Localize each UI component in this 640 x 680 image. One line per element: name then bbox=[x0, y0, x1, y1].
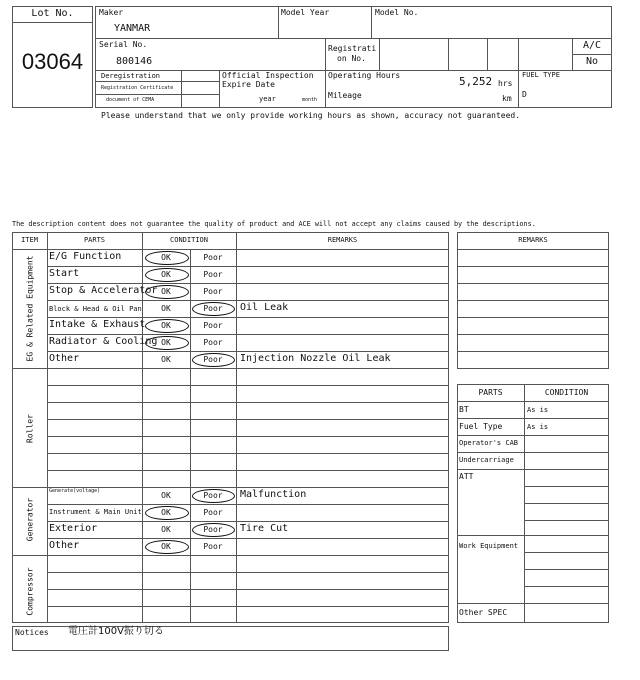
divider bbox=[12, 249, 449, 250]
side-part-undercarriage: Undercarriage bbox=[459, 456, 514, 464]
side-condition-fuel-type: As is bbox=[527, 423, 549, 431]
hours-disclaimer: Please understand that we only provide working hours as shown, accuracy not guaranteed. bbox=[101, 111, 521, 120]
selected-ok-circle bbox=[145, 336, 189, 350]
side-part-att: ATT bbox=[459, 472, 474, 481]
selected-ok-circle bbox=[145, 319, 189, 333]
condition-poor[interactable]: Poor bbox=[203, 355, 223, 364]
condition-poor[interactable]: Poor bbox=[203, 542, 223, 551]
divider bbox=[457, 469, 609, 470]
condition-ok[interactable]: OK bbox=[161, 525, 171, 534]
divider bbox=[47, 300, 449, 301]
divider bbox=[47, 232, 48, 623]
operating-hours-value: 5,252 bbox=[459, 75, 493, 88]
divider bbox=[487, 38, 488, 70]
condition-poor[interactable]: Poor bbox=[203, 304, 223, 313]
divider bbox=[524, 486, 609, 487]
condition-poor[interactable]: Poor bbox=[203, 253, 223, 262]
divider bbox=[181, 70, 182, 108]
year-label: year bbox=[259, 95, 276, 103]
divider bbox=[457, 317, 609, 318]
divider bbox=[371, 6, 372, 38]
divider bbox=[524, 520, 609, 521]
divider bbox=[47, 453, 449, 454]
selected-poor-circle bbox=[192, 523, 235, 537]
part-name: Other bbox=[49, 540, 80, 551]
divider bbox=[47, 470, 449, 471]
part-name: Stop & Accelerator bbox=[49, 285, 158, 296]
model-year-label: Model Year bbox=[281, 8, 330, 17]
divider bbox=[47, 436, 449, 437]
divider bbox=[47, 266, 449, 267]
notices-value: 電圧計100V振り切る bbox=[68, 626, 164, 637]
remark-text: Tire Cut bbox=[240, 523, 289, 534]
side-part-other-spec: Other SPEC bbox=[459, 608, 508, 617]
part-name: E/G Function bbox=[49, 251, 122, 262]
ac-label: A/C bbox=[582, 40, 602, 51]
lot-label: Lot No. bbox=[31, 8, 74, 19]
serial-label: Serial No. bbox=[99, 40, 148, 49]
condition-ok[interactable]: OK bbox=[161, 304, 171, 313]
inspection-label: Official Inspection bbox=[222, 71, 314, 80]
divider bbox=[95, 81, 219, 82]
divider bbox=[457, 283, 609, 284]
divider bbox=[47, 402, 449, 403]
divider bbox=[457, 418, 609, 419]
condition-poor[interactable]: Poor bbox=[203, 525, 223, 534]
divider bbox=[457, 249, 609, 250]
part-name: Instrument & Main Unit bbox=[49, 508, 142, 516]
remark-text: Malfunction bbox=[240, 489, 307, 500]
side-condition-header: CONDITION bbox=[544, 388, 589, 397]
selected-ok-circle bbox=[145, 540, 189, 554]
divider bbox=[47, 538, 449, 539]
divider bbox=[457, 535, 609, 536]
divider bbox=[457, 266, 609, 267]
divider bbox=[448, 38, 449, 70]
condition-poor[interactable]: Poor bbox=[203, 287, 223, 296]
divider bbox=[518, 38, 519, 108]
divider bbox=[524, 552, 609, 553]
divider bbox=[457, 435, 609, 436]
fuel-type-label: FUEL TYPE bbox=[522, 71, 560, 79]
divider bbox=[12, 22, 93, 23]
part-name: Start bbox=[49, 268, 80, 279]
divider bbox=[219, 70, 220, 108]
part-name: Generate(voltage) bbox=[49, 488, 101, 494]
ac-value: No bbox=[585, 56, 599, 67]
inspection-label-2: Expire Date bbox=[222, 80, 275, 89]
part-name: Radiator & Cooling bbox=[49, 336, 158, 347]
selected-ok-circle bbox=[145, 251, 189, 265]
side-remarks-header: REMARKS bbox=[518, 236, 548, 244]
side-part-bt: BT bbox=[459, 405, 469, 414]
divider bbox=[572, 54, 612, 55]
operating-hours-label: Operating Hours bbox=[328, 71, 401, 80]
divider bbox=[457, 452, 609, 453]
registration-certificate-label: Registration Certificate bbox=[101, 85, 174, 91]
remark-text: Injection Nozzle Oil Leak bbox=[240, 353, 391, 364]
selected-ok-circle bbox=[145, 268, 189, 282]
condition-ok[interactable]: OK bbox=[161, 270, 171, 279]
divider bbox=[47, 283, 449, 284]
condition-ok[interactable]: OK bbox=[161, 355, 171, 364]
condition-poor[interactable]: Poor bbox=[203, 338, 223, 347]
maker-label: Maker bbox=[99, 8, 124, 17]
maker-value: YANMAR bbox=[114, 23, 151, 34]
parts-header: PARTS bbox=[83, 236, 106, 244]
condition-poor[interactable]: Poor bbox=[203, 321, 223, 330]
divider bbox=[12, 368, 449, 369]
registration-label: Registrati bbox=[328, 44, 377, 53]
side-part-work-equipment: Work Equipment bbox=[459, 542, 519, 550]
remarks-header: REMARKS bbox=[327, 236, 358, 244]
group-label-eg: EG & Related Equipment bbox=[25, 255, 35, 362]
divider bbox=[457, 351, 609, 352]
divider bbox=[47, 334, 449, 335]
divider bbox=[524, 569, 609, 570]
lot-number: 03064 bbox=[21, 49, 84, 74]
condition-ok[interactable]: OK bbox=[161, 253, 171, 262]
model-no-label: Model No. bbox=[375, 8, 419, 17]
side-part-fuel-type: Fuel Type bbox=[459, 422, 503, 431]
condition-poor[interactable]: Poor bbox=[203, 270, 223, 279]
divider bbox=[524, 586, 609, 587]
selected-poor-circle bbox=[192, 489, 235, 503]
divider bbox=[47, 521, 449, 522]
fuel-type-value: D bbox=[522, 90, 527, 99]
remark-text: Oil Leak bbox=[240, 302, 289, 313]
divider bbox=[47, 419, 449, 420]
divider bbox=[47, 385, 449, 386]
description-disclaimer: The description content does not guarantee the quality of product and ACE will not accept any claims caused by the descriptions. bbox=[12, 220, 536, 228]
condition-ok[interactable]: OK bbox=[161, 542, 171, 551]
divider bbox=[12, 555, 449, 556]
divider bbox=[47, 606, 449, 607]
divider bbox=[278, 6, 279, 38]
condition-header: CONDITION bbox=[170, 236, 208, 244]
divider bbox=[95, 94, 219, 95]
divider bbox=[379, 38, 380, 70]
side-parts-header: PARTS bbox=[478, 388, 503, 397]
month-label: month bbox=[302, 97, 318, 103]
group-label-roller: Roller bbox=[25, 414, 35, 443]
side-part-operator-cab: Operator's CAB bbox=[459, 439, 519, 447]
selected-poor-circle bbox=[192, 353, 235, 367]
serial-value: 800146 bbox=[116, 56, 153, 67]
side-condition-bt: As is bbox=[527, 406, 549, 414]
group-label-compressor: Compressor bbox=[25, 567, 35, 616]
divider bbox=[47, 317, 449, 318]
divider bbox=[95, 38, 612, 39]
cema-document-label: document of CEMA bbox=[106, 97, 155, 103]
divider bbox=[457, 603, 609, 604]
divider bbox=[457, 401, 609, 402]
divider bbox=[47, 504, 449, 505]
divider bbox=[325, 38, 326, 108]
part-name: Intake & Exhaust bbox=[49, 319, 146, 330]
part-name: Exterior bbox=[49, 523, 98, 534]
condition-poor[interactable]: Poor bbox=[203, 491, 223, 500]
registration-label-2: on No. bbox=[337, 54, 366, 63]
selected-ok-circle bbox=[145, 285, 189, 299]
divider bbox=[47, 351, 449, 352]
mileage-label: Mileage bbox=[328, 91, 362, 100]
deregistration-label: Deregistration bbox=[101, 72, 161, 80]
item-header: ITEM bbox=[21, 236, 38, 244]
condition-ok[interactable]: OK bbox=[161, 508, 171, 517]
divider bbox=[457, 334, 609, 335]
divider bbox=[236, 232, 237, 623]
divider bbox=[47, 572, 449, 573]
condition-ok[interactable]: OK bbox=[161, 321, 171, 330]
group-label-generator: Generator bbox=[25, 497, 35, 542]
part-name: Block & Head & Oil Pan bbox=[49, 305, 142, 313]
condition-poor[interactable]: Poor bbox=[203, 508, 223, 517]
selected-poor-circle bbox=[192, 302, 235, 316]
part-name: Other bbox=[49, 353, 80, 364]
selected-ok-circle bbox=[145, 506, 189, 520]
condition-ok[interactable]: OK bbox=[161, 491, 171, 500]
condition-ok[interactable]: OK bbox=[161, 287, 171, 296]
hrs-unit: hrs bbox=[498, 79, 513, 88]
divider bbox=[47, 589, 449, 590]
divider bbox=[524, 503, 609, 504]
divider bbox=[457, 300, 609, 301]
km-unit: km bbox=[502, 94, 512, 103]
condition-ok[interactable]: OK bbox=[161, 338, 171, 347]
notices-label: Notices bbox=[15, 628, 49, 637]
